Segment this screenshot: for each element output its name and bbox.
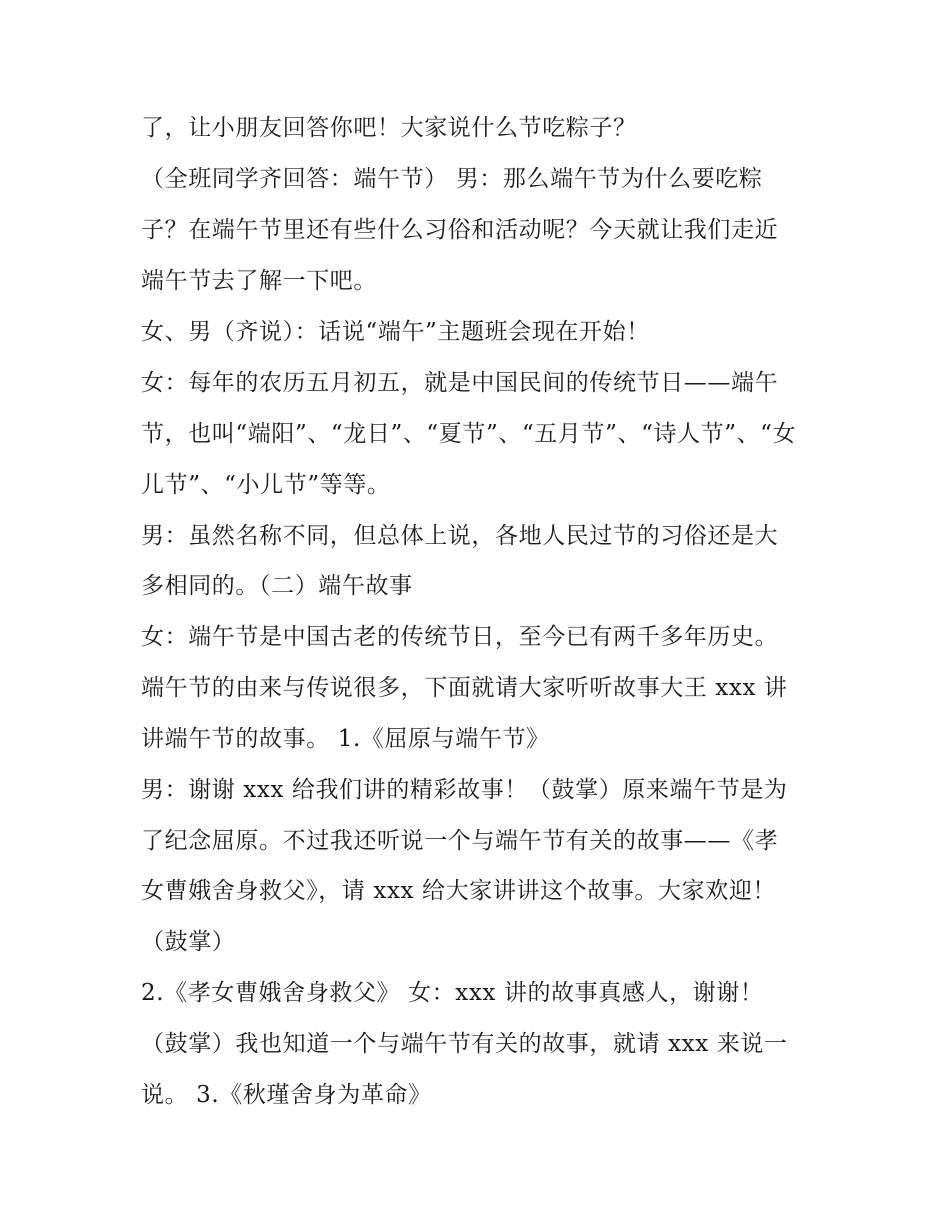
text-line-13: 讲端午节的故事。 1.《屈原与端午节》: [141, 726, 550, 752]
text-line-10: 多相同的。（二）端午故事: [141, 573, 413, 599]
text-line-14: 男：谢谢 xxx 给我们讲的精彩故事！（鼓掌）原来端午节是为: [141, 777, 788, 803]
text-line-18: 2.《孝女曹娥舍身救父》 女：xxx 讲的故事真感人，谢谢！: [141, 980, 764, 1006]
text-line-16: 女曹娥舍身救父》，请 xxx 给大家讲讲这个故事。大家欢迎！: [141, 878, 777, 904]
text-line-1: 了，让小朋友回答你吧！大家说什么节吃粽子？: [141, 115, 637, 141]
text-line-4: 端午节去了解一下吧。: [141, 268, 377, 294]
text-line-7: 节，也叫“端阳”、“龙日”、“夏节”、“五月节”、“诗人节”、“女: [141, 421, 797, 447]
text-line-15: 了纪念屈原。不过我还听说一个与端午节有关的故事——《孝: [141, 828, 779, 854]
text-line-2: （全班同学齐回答：端午节） 男：那么端午节为什么要吃粽: [141, 166, 763, 192]
text-line-11: 女：端午节是中国古老的传统节日，至今已有两千多年历史。: [141, 624, 779, 650]
text-line-6: 女：每年的农历五月初五，就是中国民间的传统节日——端午: [141, 370, 779, 396]
text-line-9: 男：虽然名称不同，但总体上说，各地人民过节的习俗还是大: [141, 523, 779, 549]
text-line-3: 子？在端午节里还有些什么习俗和活动呢？今天就让我们走近: [141, 217, 779, 243]
text-line-17: （鼓掌）: [141, 929, 236, 955]
text-line-20: 说。 3.《秋瑾舍身为革命》: [141, 1082, 432, 1108]
text-line-8: 儿节”、“小儿节”等等。: [141, 472, 391, 498]
text-line-5: 女、男（齐说）：话说“端午”主题班会现在开始！: [141, 319, 650, 345]
text-line-12: 端午节的由来与传说很多，下面就请大家听听故事大王 xxx 讲: [141, 675, 788, 701]
text-line-19: （鼓掌）我也知道一个与端午节有关的故事，就请 xxx 来说一: [141, 1031, 788, 1057]
